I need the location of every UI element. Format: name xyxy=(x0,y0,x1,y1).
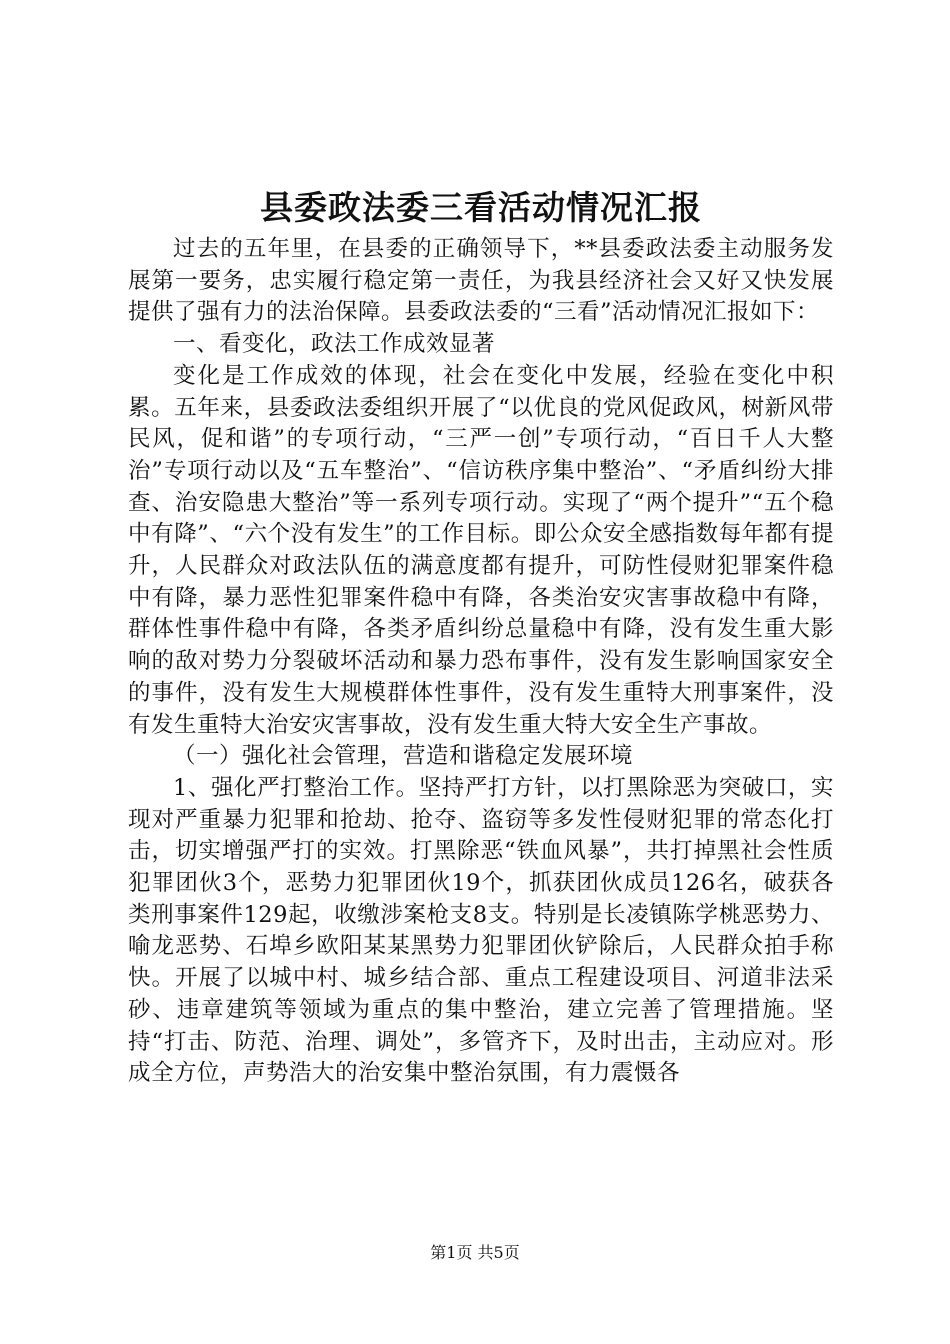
section-heading-1: 一、看变化，政法工作成效显著 xyxy=(173,331,496,358)
page-number-footer: 第1页 共5页 xyxy=(430,1243,520,1262)
paragraph-changes: 变化是工作成效的体现，社会在变化中发展，经验在变化中积累。五年来，县委政法委组织开展了“以优良的党风促政风，树新风带民风，促和谐”的专项行动，“三严一创”专项行动，“百日千人大整治”专项行动以及“五车整治”、“信访秩序集中整治”、“矛盾纠纷大排查、治安隐患大整治”等一系列专项行动。实现了“两个提升”“五个稳中有降”、“六个没有发生”的工作目标。即公众安全感指数每年都有提升，人民群众对政法队伍的满意度都有提升，可防性侵财犯罪案件稳中有降，暴力恶性犯罪案件稳中有降，各类治安灾害事故稳中有降，群体性事件稳中有降，各类矛盾纠纷总量稳中有降，没有发生重大影响的敌对势力分裂破坏活动和暴力恐布事件，没有发生影响国家安全的事件，没有发生大规模群体性事件，没有发生重特大刑事案件，没有发生重特大治安灾害事故，没有发生重大特大安全生产事故。 xyxy=(128,362,834,738)
paragraph-crackdown: 1、强化严打整治工作。坚持严打方针，以打黑除恶为突破口，实现对严重暴力犯罪和抢劫、抢夺、盗窃等多发性侵财犯罪的常态化打击，切实增强严打的实效。打黑除恶“铁血风暴”，共打掉黑社会性质犯罪团伙3个，恶势力犯罪团伙19个，抓获团伙成员126名，破获各类刑事案件129起，收缴涉案枪支8支。特别是长凌镇陈学桃恶势力、喻龙恶势、石埠乡欧阳某某黑势力犯罪团伙铲除后，人民群众拍手称快。开展了以城中村、城乡结合部、重点工程建设项目、河道非法采砂、违章建筑等领域为重点的集中整治，建立完善了管理措施。坚持“打击、防范、治理、调处”，多管齐下，及时出击，主动应对。形成全方位，声势浩大的治安集中整治氛围，有力震慑各 xyxy=(128,774,834,1087)
subsection-heading-1: （一）强化社会管理，营造和谐稳定发展环境 xyxy=(173,743,634,770)
paragraph-intro: 过去的五年里，在县委的正确领导下，**县委政法委主动服务发展第一要务，忠实履行稳定第一责任，为我县经济社会又好又快发展提供了强有力的法治保障。县委政法委的“三看”活动情况汇报如下： xyxy=(128,236,834,326)
document-title: 县委政法委三看活动情况汇报 xyxy=(260,188,702,227)
document-page xyxy=(128,182,834,1090)
